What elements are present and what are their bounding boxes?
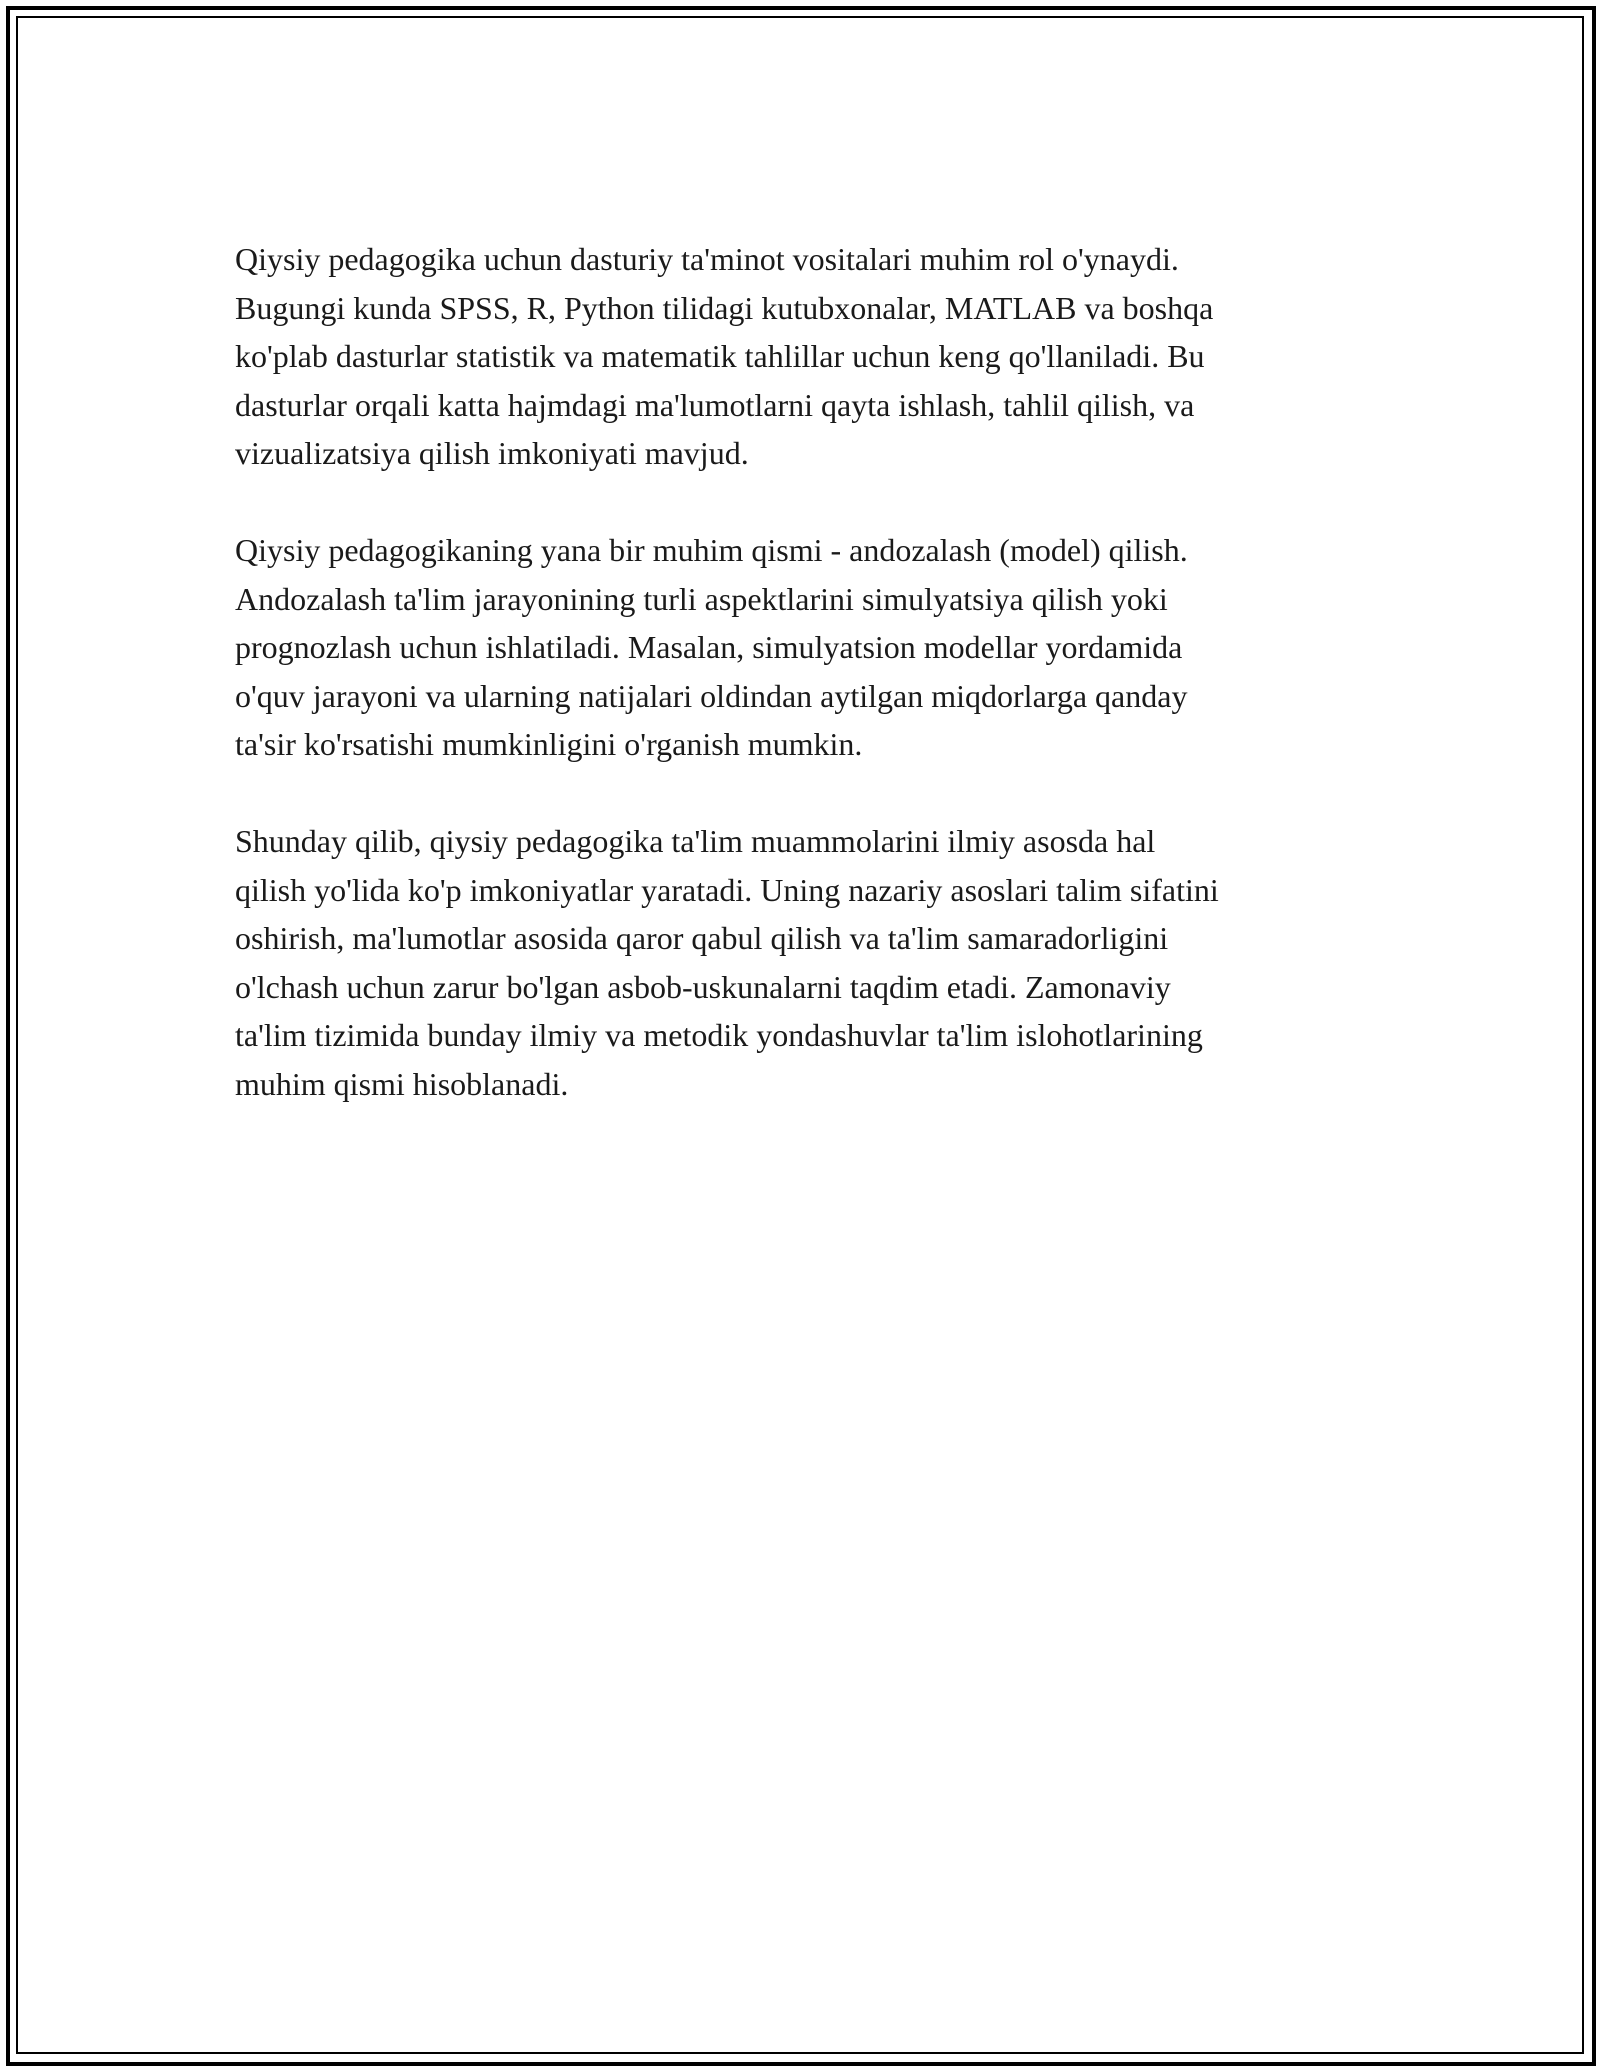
text-line: Andozalash ta'lim jarayonining turli aspektlarini simulyatsiya qilish yoki: [235, 580, 1168, 617]
text-line: ko'plab dasturlar statistik va matematik tahlillar uchun keng qo'llaniladi. Bu: [235, 338, 1205, 374]
text-line: o'quv jarayoni va ularning natijalari oldindan aytilgan miqdorlarga qanday: [235, 677, 1188, 714]
text-line: ta'lim tizimida bunday ilmiy va metodik yondashuvlar ta'lim islohotlarining: [235, 1017, 1203, 1053]
text-line: Qiysiy pedagogika uchun dasturiy ta'minot vositalari muhim rol o'ynaydi.: [235, 241, 1179, 277]
text-line: Shunday qilib, qiysiy pedagogika ta'lim muammolarini ilmiy asosda hal: [235, 823, 1156, 859]
text-line: dasturlar orqali katta hajmdagi ma'lumotlarni qayta ishlash, tahlil qilish, va: [235, 386, 1195, 423]
text-line: o'lchash uchun zarur bo'lgan asbob-uskunalarni taqdim etadi. Zamonaviy: [235, 968, 1171, 1005]
text-line: ta'sir ko'rsatishi mumkinligini o'rganish mumkin.: [235, 726, 863, 762]
text-line: qilish yo'lida ko'p imkoniyatlar yaratadi. Uning nazariy asoslari talim sifatini: [235, 871, 1219, 908]
text-line: muhim qismi hisoblanadi.: [235, 1065, 569, 1102]
text-line: oshirish, ma'lumotlar asosida qaror qabul qilish va ta'lim samaradorligini: [235, 920, 1169, 956]
text-line: vizualizatsiya qilish imkoniyati mavjud.: [235, 435, 749, 471]
paragraph-conclusion: [235, 817, 1385, 1108]
paragraph-modeling: [235, 526, 1385, 769]
text-line: Bugungi kunda SPSS, R, Python tilidagi kutubxonalar, MATLAB va boshqa: [235, 289, 1214, 326]
text-line: prognozlash uchun ishlatiladi. Masalan, simulyatsion modellar yordamida: [235, 629, 1183, 665]
paragraph-software-tools: [235, 235, 1385, 478]
document-body: [235, 235, 1385, 1157]
text-line: Qiysiy pedagogikaning yana bir muhim qismi - andozalash (model) qilish.: [235, 532, 1188, 568]
